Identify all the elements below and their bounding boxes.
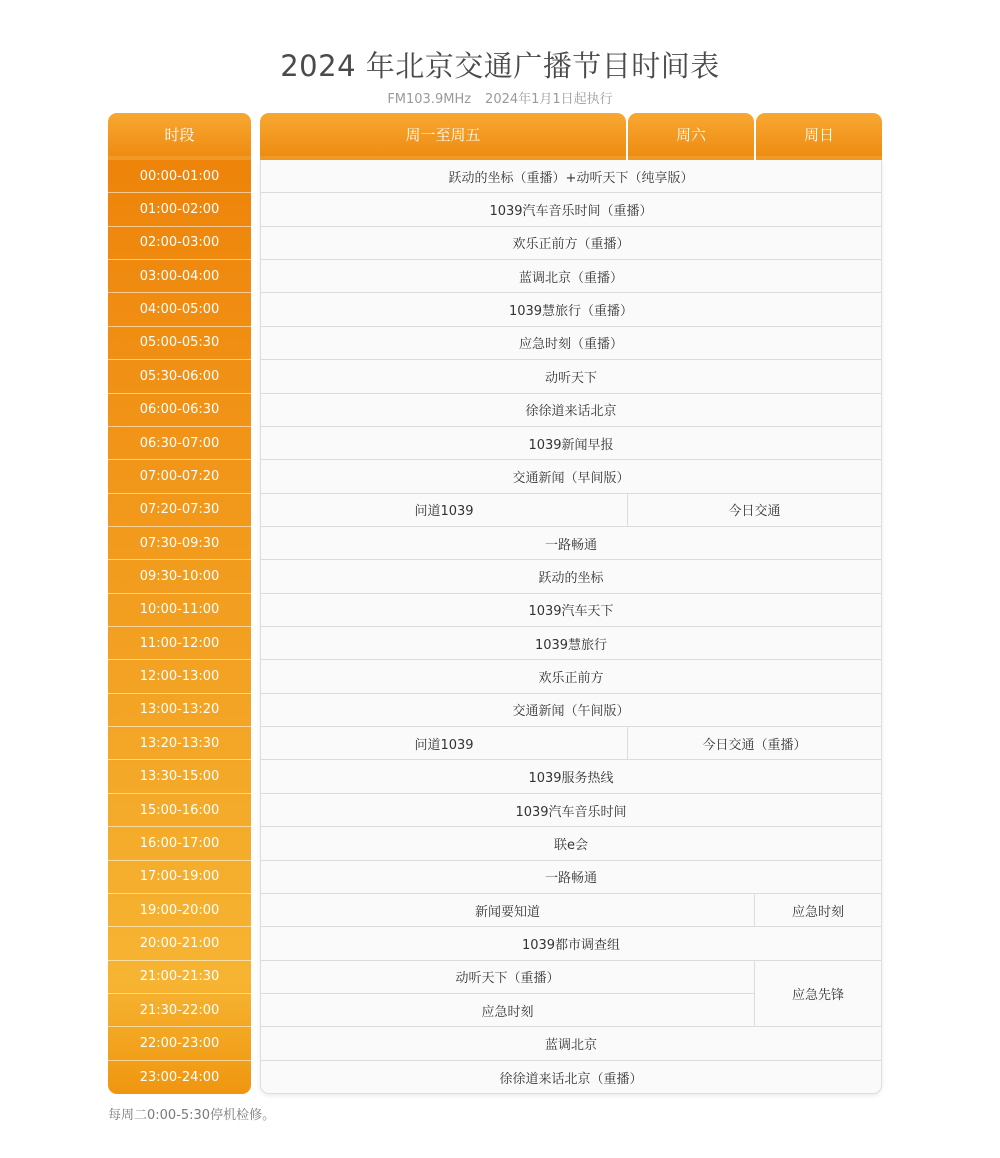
time-slot: 06:00-06:30 xyxy=(108,394,251,427)
time-slot: 16:00-17:00 xyxy=(108,827,251,860)
time-slot: 02:00-03:00 xyxy=(108,227,251,260)
program-cell: 问道1039 xyxy=(261,727,628,760)
time-slot: 13:30-15:00 xyxy=(108,760,251,793)
program-cell: 欢乐正前方 xyxy=(261,660,881,693)
program-cell: 一路畅通 xyxy=(261,861,881,894)
program-cell: 1039汽车天下 xyxy=(261,594,881,627)
time-slot: 20:00-21:00 xyxy=(108,927,251,960)
time-slot: 07:20-07:30 xyxy=(108,494,251,527)
program-cell: 徐徐道来话北京 xyxy=(261,394,881,427)
program-cell: 联e会 xyxy=(261,827,881,860)
time-slot: 05:00-05:30 xyxy=(108,327,251,360)
program-cell: 徐徐道来话北京（重播） xyxy=(261,1061,881,1094)
time-slot: 00:00-01:00 xyxy=(108,160,251,193)
program-cell: 1039汽车音乐时间（重播） xyxy=(261,193,881,226)
frequency-label: FM103.9MHz xyxy=(387,92,472,107)
time-slot: 19:00-20:00 xyxy=(108,894,251,927)
time-slot: 17:00-19:00 xyxy=(108,861,251,894)
time-slot: 06:30-07:00 xyxy=(108,427,251,460)
program-cell: 蓝调北京（重播） xyxy=(261,260,881,293)
time-slot: 04:00-05:00 xyxy=(108,293,251,326)
time-slot: 23:00-24:00 xyxy=(139,1069,220,1085)
time-slot: 09:30-10:00 xyxy=(108,560,251,593)
time-slot: 15:00-16:00 xyxy=(108,794,251,827)
program-cell: 欢乐正前方（重播） xyxy=(261,227,881,260)
time-slot: 21:00-21:30 xyxy=(108,961,251,994)
program-cell: 今日交通（重播） xyxy=(628,727,881,760)
time-slot: 01:00-02:00 xyxy=(108,193,251,226)
time-slot: 05:30-06:00 xyxy=(108,360,251,393)
program-cell: 交通新闻（早间版） xyxy=(261,460,881,493)
time-column xyxy=(108,160,251,1094)
time-slot: 12:00-13:00 xyxy=(108,660,251,693)
time-slot: 10:00-11:00 xyxy=(108,594,251,627)
time-slot: 07:30-09:30 xyxy=(108,527,251,560)
program-cell: 蓝调北京 xyxy=(261,1027,881,1060)
program-cell: 动听天下（重播） xyxy=(261,961,755,994)
effective-date-label: 2024年1月1日起执行 xyxy=(485,92,613,107)
program-cell: 今日交通 xyxy=(628,494,881,527)
program-cell: 应急时刻（重播） xyxy=(261,327,881,360)
header-saturday: 周六 xyxy=(628,113,754,160)
program-cell: 动听天下 xyxy=(261,360,881,393)
program-cell: 应急时刻 xyxy=(261,994,755,1027)
program-cell: 问道1039 xyxy=(261,494,628,527)
program-cell: 跃动的坐标 xyxy=(261,560,881,593)
program-cell: 1039都市调查组 xyxy=(261,927,881,960)
time-slot: 22:00-23:00 xyxy=(108,1027,251,1060)
program-cell: 应急时刻 xyxy=(755,894,881,927)
time-slot: 13:00-13:20 xyxy=(108,694,251,727)
time-slot: 13:20-13:30 xyxy=(108,727,251,760)
program-grid xyxy=(260,160,882,1094)
program-cell: 新闻要知道 xyxy=(261,894,755,927)
program-cell: 应急先锋 xyxy=(755,961,881,1028)
program-cell: 1039慧旅行（重播） xyxy=(261,293,881,326)
program-cell: 1039汽车音乐时间 xyxy=(261,794,881,827)
program-cell: 跃动的坐标（重播）+动听天下（纯享版） xyxy=(261,160,881,193)
page-subtitle xyxy=(0,88,1000,107)
program-cell: 1039新闻早报 xyxy=(261,427,881,460)
program-cell: 交通新闻（午间版） xyxy=(261,694,881,727)
page-title: 2024 年北京交通广播节目时间表 xyxy=(280,49,720,83)
header-sunday: 周日 xyxy=(756,113,882,160)
maintenance-note: 每周二0:00-5:30停机检修。 xyxy=(108,1108,276,1123)
header-weekday: 周一至周五 xyxy=(260,113,626,160)
time-slot: 21:30-22:00 xyxy=(108,994,251,1027)
time-slot: 11:00-12:00 xyxy=(108,627,251,660)
time-slot: 03:00-04:00 xyxy=(108,260,251,293)
program-cell: 1039慧旅行 xyxy=(261,627,881,660)
header-time: 时段 xyxy=(108,113,251,160)
program-cell: 一路畅通 xyxy=(261,527,881,560)
time-slot: 07:00-07:20 xyxy=(108,460,251,493)
program-cell: 1039服务热线 xyxy=(261,760,881,793)
